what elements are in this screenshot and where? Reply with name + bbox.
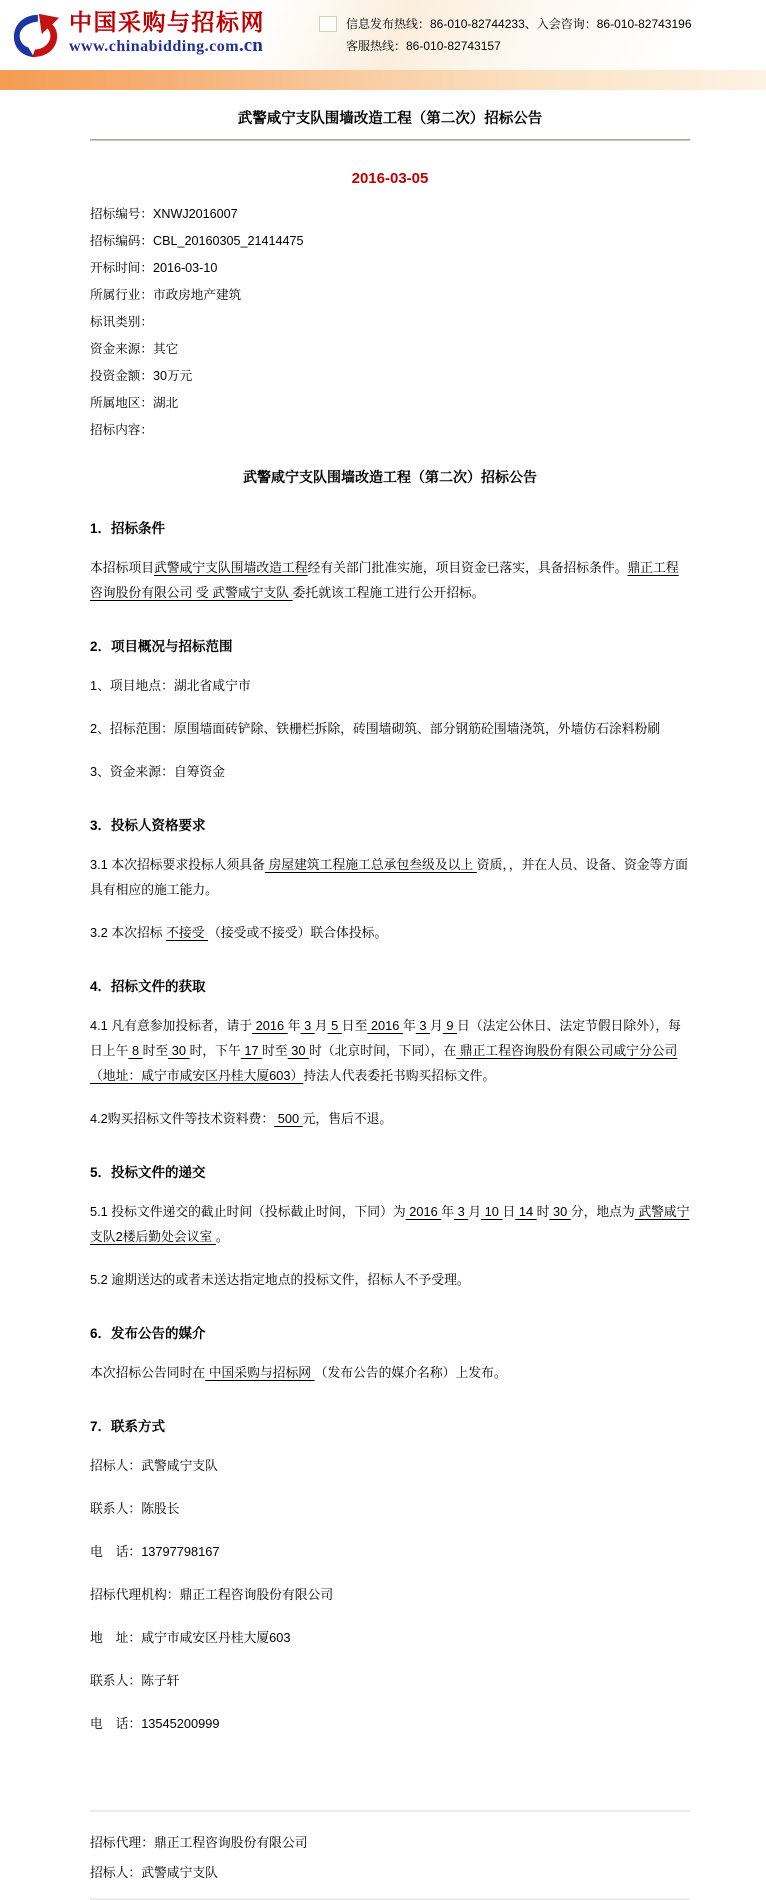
paragraph	[90, 673, 690, 698]
fill-in-blank: 武警咸宁支队围墙改造工程	[153, 560, 308, 575]
meta-field	[90, 423, 690, 437]
meta-field-label: 所属行业：	[90, 288, 153, 302]
paragraph	[90, 852, 690, 902]
paragraph	[90, 1496, 690, 1521]
site-url	[69, 37, 265, 55]
paragraph	[90, 716, 690, 741]
logo-text	[69, 10, 265, 55]
meta-field-label: 标讯类别：	[90, 315, 153, 329]
fill-in-blank: 5	[327, 1018, 342, 1033]
section-heading: 3．投标人资格要求	[90, 818, 206, 833]
section-heading: 1．招标条件	[90, 521, 166, 536]
text-run: 经有关部门批准实施，项目资金已落实，具备招标条件。	[307, 560, 628, 575]
meta-field-value: 30万元	[152, 369, 193, 383]
meta-field	[90, 261, 690, 275]
publish-date: 2016-03-05	[351, 170, 429, 187]
paragraph	[90, 1106, 690, 1131]
fill-in-blank: 鼎正工程咨询股份有限公司 受 武警咸宁支队	[90, 560, 679, 600]
text-run: 时至	[142, 1043, 169, 1058]
text-run: 招标人：武警咸宁支队	[90, 1458, 218, 1473]
fill-in-blank: 500	[274, 1111, 303, 1126]
paragraph	[90, 1582, 690, 1607]
text-run: 2、招标范围：原围墙面砖铲除、铁栅栏拆除，砖围墙砌筑、部分钢筋砼围墙浇筑，外墙仿石涂料粉刷	[90, 721, 661, 736]
section-heading: 2．项目概况与招标范围	[90, 639, 233, 654]
meta-field	[90, 207, 690, 221]
fill-in-blank: 2016	[405, 1204, 442, 1219]
fill-in-blank: 30	[287, 1043, 310, 1058]
fill-in-blank: 3	[415, 1018, 430, 1033]
fill-in-blank: 17	[240, 1043, 263, 1058]
fill-in-blank: 3	[454, 1204, 469, 1219]
fill-in-blank: 房屋建筑工程施工总承包叁级及以上	[264, 857, 477, 872]
fill-in-blank: 14	[515, 1204, 537, 1219]
paragraph	[90, 1453, 690, 1478]
fill-in-blank: 2016	[367, 1018, 403, 1033]
site-url-main: www.chinabidding.com	[69, 38, 240, 55]
text-run: 3、资金来源：自筹资金	[90, 764, 226, 779]
text-run: 日（法定公休日、法定节假日除外），每日上午	[90, 1018, 681, 1058]
section-heading: 6．发布公告的媒介	[90, 1326, 206, 1341]
text-run: 委托就该工程施工进行公开招标。	[292, 585, 485, 600]
logo-icon	[10, 12, 62, 60]
site-url-suffix: .cn	[239, 35, 263, 56]
meta-field-value: 其它	[152, 342, 179, 356]
text-run: 月	[430, 1018, 443, 1033]
fill-in-blank: 鼎正工程咨询股份有限公司咸宁分公司（地址：咸宁市咸安区丹桂大厦603）	[90, 1043, 678, 1083]
text-run: 电 话：13545200999	[90, 1716, 220, 1731]
site-logo[interactable]	[10, 10, 265, 60]
text-run: （接受或不接受）联合体投标。	[208, 925, 388, 940]
meta-field	[90, 288, 690, 302]
text-run: 资质，，并在人员、设备、资金等方面具有相应的施工能力。	[90, 857, 688, 897]
announcement-document	[90, 107, 690, 1900]
meta-field-label: 投资金额：	[90, 369, 153, 383]
text-run: 本招标项目	[90, 560, 154, 575]
fill-in-blank: 8	[128, 1043, 143, 1058]
text-run: 年	[441, 1204, 455, 1219]
sections	[90, 517, 690, 1736]
footer-divider-top	[90, 1810, 690, 1812]
footer-block	[90, 1810, 690, 1900]
text-run: 月	[468, 1204, 482, 1219]
fill-in-blank: 10	[481, 1204, 503, 1219]
hotline-block	[319, 13, 692, 57]
meta-field-value: CBL_20160305_21414475	[152, 234, 304, 248]
fill-in-blank: 30	[168, 1043, 190, 1058]
meta-field-value: 市政房地产建筑	[152, 288, 242, 302]
text-run: 分，地点为	[570, 1204, 635, 1219]
text-run: （发布公告的媒介名称）上发布。	[314, 1365, 507, 1380]
fill-in-blank: 武警咸宁支队2楼后勤处会议室	[90, 1204, 690, 1244]
text-run: 地 址：咸宁市咸安区丹桂大厦603	[90, 1630, 291, 1645]
meta-field-value: 2016-03-10	[152, 261, 218, 275]
meta-field-label: 资金来源：	[90, 342, 153, 356]
text-run: 5.1 投标文件递交的截止时间（投标截止时间，下同）为	[90, 1204, 406, 1219]
paragraph	[90, 1013, 690, 1088]
text-run: 联系人：陈子轩	[90, 1673, 180, 1688]
meta-field	[90, 369, 690, 383]
footer-agent: 招标代理：鼎正工程咨询股份有限公司	[90, 1835, 308, 1850]
paragraph	[90, 1267, 690, 1292]
hotline-line-2: 客服热线：86-010-82743157	[346, 39, 501, 53]
paragraph	[90, 1625, 690, 1650]
hotline-text	[346, 13, 692, 57]
text-run: 时至	[262, 1043, 288, 1058]
text-run: 3.2 本次招标	[90, 925, 167, 940]
meta-fields	[90, 207, 690, 437]
meta-field-label: 所属地区：	[90, 396, 153, 410]
paragraph	[90, 1360, 690, 1385]
text-run: 4.1 凡有意参加投标者，请于	[90, 1018, 253, 1033]
body-title: 武警咸宁支队围墙改造工程（第二次）招标公告	[243, 469, 537, 485]
text-run: 时	[536, 1204, 550, 1219]
meta-field-value: XNWJ2016007	[152, 207, 238, 221]
meta-field-label: 招标内容：	[90, 423, 153, 437]
text-run: 。	[215, 1229, 229, 1244]
paragraph	[90, 1199, 690, 1249]
hotline-line-1: 信息发布热线：86-010-82744233、入会咨询：86-010-82743196	[346, 17, 692, 31]
text-run: 电 话：13797798167	[90, 1544, 220, 1559]
text-run: 持法人代表委托书购买招标文件。	[303, 1068, 496, 1083]
fill-in-blank: 中国采购与招标网	[205, 1365, 315, 1380]
page-title: 武警咸宁支队围墙改造工程（第二次）招标公告	[237, 111, 543, 127]
fill-in-blank: 30	[549, 1204, 571, 1219]
text-run: 本次招标公告同时在	[90, 1365, 206, 1380]
meta-field-label: 开标时间：	[90, 261, 153, 275]
meta-field-label: 招标编码：	[90, 234, 153, 248]
fill-in-blank: 9	[442, 1018, 458, 1033]
hotline-checkbox-icon	[319, 16, 337, 32]
meta-field	[90, 342, 690, 356]
section-heading: 7．联系方式	[90, 1419, 166, 1434]
footer-tenderer: 招标人：武警咸宁支队	[90, 1865, 218, 1880]
text-run: 元，售后不退。	[302, 1111, 393, 1126]
fill-in-blank: 不接受	[166, 925, 209, 940]
site-name: 中国采购与招标网	[69, 9, 265, 35]
fill-in-blank: 2016	[252, 1018, 288, 1033]
paragraph	[90, 920, 690, 945]
text-run: 日	[502, 1204, 516, 1219]
site-header	[0, 0, 766, 70]
fill-in-blank: 3	[300, 1018, 315, 1033]
section-heading: 4．招标文件的获取	[90, 979, 206, 994]
text-run: 3.1 本次招标要求投标人须具备	[90, 857, 265, 872]
meta-field	[90, 396, 690, 410]
text-run: 时（北京时间，下同），在	[309, 1043, 457, 1058]
meta-field-label: 招标编号：	[90, 207, 153, 221]
paragraph	[90, 1539, 690, 1564]
text-run: 年	[402, 1018, 416, 1033]
text-run: 5.2 逾期送达的或者未送达指定地点的投标文件，招标人不予受理。	[90, 1272, 470, 1287]
meta-field	[90, 234, 690, 248]
text-run: 日至	[341, 1018, 368, 1033]
text-run: 招标代理机构：鼎正工程咨询股份有限公司	[90, 1587, 334, 1602]
text-run: 1、项目地点：湖北省咸宁市	[90, 678, 251, 693]
paragraph	[90, 1668, 690, 1693]
meta-field-value: 湖北	[152, 396, 179, 410]
title-divider	[90, 139, 690, 141]
text-run: 月	[314, 1018, 328, 1033]
text-run: 联系人：陈股长	[90, 1501, 180, 1516]
paragraph	[90, 555, 690, 605]
section-heading: 5．投标文件的递交	[90, 1165, 206, 1180]
paragraph	[90, 1711, 690, 1736]
text-run: 年	[287, 1018, 301, 1033]
meta-field	[90, 315, 690, 329]
text-run: 时，下午	[189, 1043, 241, 1058]
text-run: 4.2购买招标文件等技术资料费：	[90, 1111, 275, 1126]
paragraph	[90, 759, 690, 784]
header-divider-bar	[0, 70, 766, 90]
